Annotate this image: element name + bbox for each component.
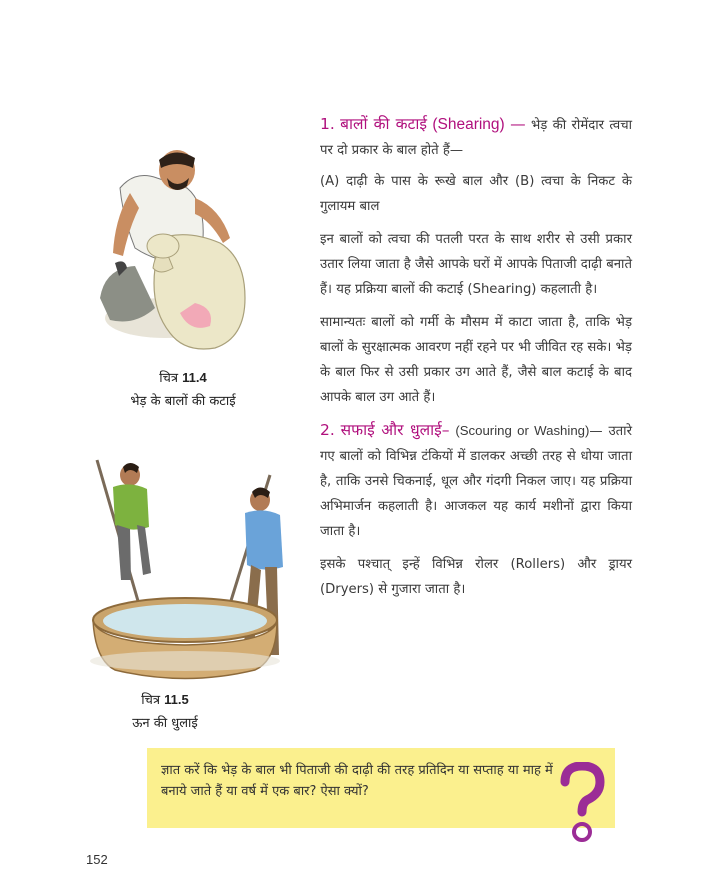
paragraph: इन बालों को त्वचा की पतली परत के साथ शरीर से उसी प्रकार उतार लिया जाता है जैसे आपके घरों में आपके पिताजी दाढ़ी बनाते हैं। यह प्रक्रिया बालों की कटाई (Shearing) कहलाती है। [320,232,632,297]
question-box [147,748,615,828]
paragraph: (A) दाढ़ी के पास के रूखे बाल और (B) त्वचा के निकट के गुलायम बाल [320,174,632,214]
paragraph: इसके पश्चात् इन्हें विभिन्न रोलर (Rollers) और ड्रायर (Dryers) से गुजारा जाता है। [320,557,632,597]
page-number: 152 [86,852,108,867]
question-text: ज्ञात करें कि भेड़ के बाल भी पिताजी की दाढ़ी की तरह प्रतिदिन या सप्ताह या माह में बनाये जाते हैं या वर्ष में एक बार? ऐसा क्यों? [161,763,553,799]
section-heading-hindi: बालों की कटाई [340,115,427,133]
question-mark-icon [557,762,607,844]
figure-label: चित्र [141,693,161,708]
section-heading-english: (Shearing) [432,116,505,133]
figure-label: चित्र [159,371,179,386]
section-heading-dash: — [510,115,526,133]
wool-washing-illustration [85,455,300,685]
figure-number: 11.4 [182,370,207,385]
section-1-heading [320,112,632,163]
paragraph-text: उतारे गए बालों को विभिन्न टंकियों में डालकर अच्छी तरह से धोया जाता है, ताकि उनसे चिकनाई, धूल और गंदगी निकल जाए। यह प्रक्रिया अभिमार्जन कहलाती है। आजकल यह कार्य मशीनों द्वारा किया जाता है। [320,424,632,539]
paragraph: सामान्यतः बालों को गर्मी के मौसम में काटा जाता है, ताकि भेड़ बालों के सुरक्षात्मक आवरण नहीं रहने पर भी जीवित रह सके। भेड़ के बाल फिर से उसी प्रकार उग आते हैं, जैसे बाल कटाई के बाद आपके बाल उग आते हैं। [320,315,632,405]
section-heading-dash: — [589,424,603,439]
section-heading-tail: भेड़ की [530,118,567,133]
figure-11-5-caption [90,688,240,735]
section-heading-english: (Scouring or Washing) [455,423,590,438]
figure-11-4-caption [108,366,258,413]
figure-number: 11.5 [164,692,189,707]
section-heading-number: 1. [320,115,335,133]
figure-caption-text: भेड़ के बालों की कटाई [130,394,236,409]
section-heading-continuation: रोमेंदार त्वचा पर दो प्रकार के बाल होते हैं— [320,118,632,158]
section-heading-hindi: सफाई और धुलाई– [340,421,450,439]
main-text-column [320,112,632,610]
sheep-shearing-illustration [95,148,270,368]
section-2-heading [320,418,632,544]
figure-caption-text: ऊन की धुलाई [132,716,198,731]
section-heading-number: 2. [320,421,335,439]
